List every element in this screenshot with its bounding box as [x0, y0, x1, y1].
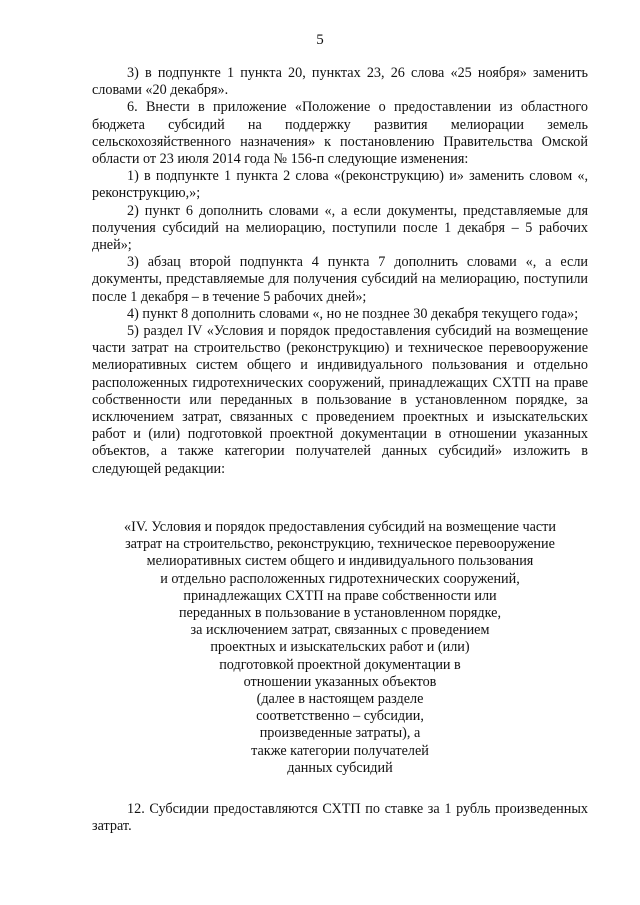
amendments-text	[92, 65, 588, 478]
paragraph-point-12: 12. Субсидии предоставляются СХТП по ставке за 1 рубль произведенных затрат.	[92, 801, 588, 835]
heading-line: отношении указанных объектов	[243, 673, 437, 690]
paragraph-subitem-1: 1) в подпункте 1 пункта 2 слова «(реконструкцию) и» заменить словом «, реконструкцию,»;	[92, 168, 588, 202]
paragraph-subitem-3: 3) абзац второй подпункта 4 пункта 7 дополнить словами «, а если документы, представляемые для получения субсидий на мелиорацию, поступили после 1 декабря – в течение 5 рабочих дней»;	[92, 254, 588, 305]
heading-line: (далее в настоящем разделе	[256, 691, 424, 708]
paragraph-subitem-2: 2) пункт 6 дополнить словами «, а если документы, представляемые для получения субсидий на мелиорацию, поступили после 1 декабря – 5 рабочих дней»;	[92, 202, 588, 254]
heading-line: затрат на строительство, реконструкцию, техническое перевооружение	[125, 536, 555, 553]
heading-line: принадлежащих СХТП на праве собственности или	[183, 587, 497, 604]
paragraph-subitem-5: 5) раздел IV «Условия и порядок предоставления субсидий на возмещение части затрат на строительство (реконструкцию) и техническое перевооружение мелиоративных систем общего и индивидуального пользования и отдельно расположенных гидротехнических сооружений, принадлежащих СХТП на праве собственности или переданных в пользование в установленном порядке, за исключением затрат, связанных с проведением проектных и изыскательских работ и (или) подготовкой проектной документации в отношении указанных объектов, а также категории получателей данных субсидий» изложить в следующей редакции:	[92, 323, 588, 477]
heading-line: соответственно – субсидии,	[256, 708, 424, 725]
heading-line: подготовкой проектной документации в	[219, 656, 461, 673]
heading-line: мелиоративных систем общего и индивидуального пользования	[146, 553, 534, 570]
heading-line: данных субсидий	[287, 759, 393, 776]
heading-line: переданных в пользование в установленном порядке,	[178, 605, 502, 622]
heading-line: также категории получателей	[251, 742, 429, 759]
section-iv-heading	[92, 519, 588, 777]
paragraph-subitem-4: 4) пункт 8 дополнить словами «, но не позднее 30 декабря текущего года»;	[127, 305, 579, 322]
final-text	[92, 801, 588, 835]
heading-line: и отдельно расположенных гидротехнических сооружений,	[160, 570, 520, 587]
heading-line: проектных и изыскательских работ и (или)	[210, 639, 470, 656]
heading-line: за исключением затрат, связанных с проведением	[190, 622, 490, 639]
paragraph-point-6: 6. Внести в приложение «Положение о предоставлении из областного бюджета субсидий на поддержку развития мелиорации земель сельскохозяйственного назначения» к постановлению Правительства Омской области от 23 июля 2014 года № 156-п следующие изменения:	[92, 99, 588, 168]
heading-line: произведенные затраты), а	[259, 725, 421, 742]
page-number: 5	[316, 32, 324, 48]
heading-line: «IV. Условия и порядок предоставления субсидий на возмещение части	[124, 519, 556, 535]
paragraph-item-3: 3) в подпункте 1 пункта 20, пунктах 23, 26 слова «25 ноября» заменить словами «20 декабря».	[92, 65, 588, 99]
